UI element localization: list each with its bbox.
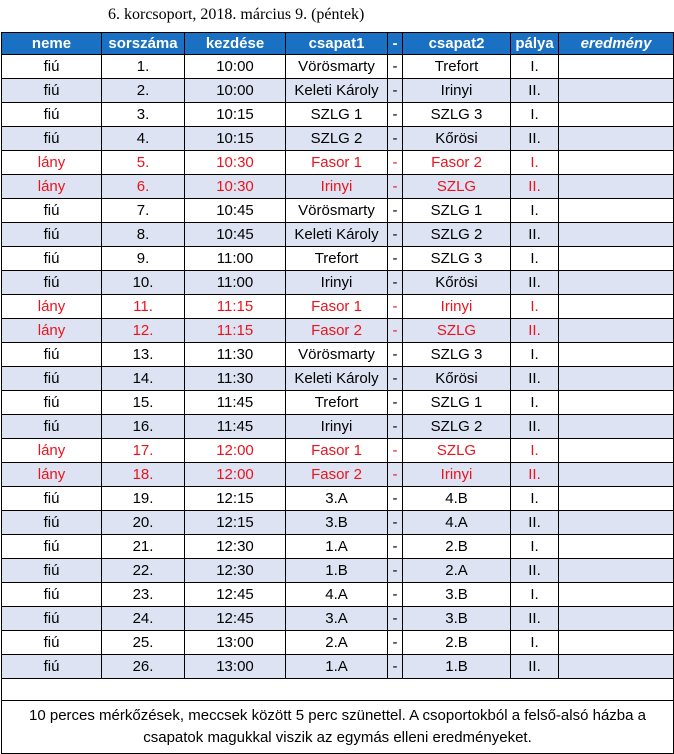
cell-sep: - [388, 463, 403, 487]
cell-sep: - [388, 79, 403, 103]
cell-eredmeny[interactable] [559, 463, 674, 487]
cell-csapat1: Trefort [286, 391, 388, 415]
cell-sep: - [388, 559, 403, 583]
cell-csapat2: 4.A [403, 511, 511, 535]
cell-csapat1: Keleti Károly [286, 223, 388, 247]
cell-csapat2: SZLG 2 [403, 415, 511, 439]
cell-neme: lány [2, 151, 102, 175]
cell-csapat1: Trefort [286, 247, 388, 271]
cell-eredmeny[interactable] [559, 295, 674, 319]
cell-eredmeny[interactable] [559, 391, 674, 415]
cell-eredmeny[interactable] [559, 55, 674, 79]
cell-sep: - [388, 607, 403, 631]
cell-csapat1: Keleti Károly [286, 367, 388, 391]
cell-csapat2: 3.B [403, 607, 511, 631]
cell-eredmeny[interactable] [559, 79, 674, 103]
cell-eredmeny[interactable] [559, 655, 674, 679]
cell-sorszam: 23. [102, 583, 185, 607]
cell-csapat2: Fasor 2 [403, 151, 511, 175]
cell-palya: II. [511, 367, 559, 391]
cell-kezdes: 10:15 [185, 127, 286, 151]
table-row [2, 511, 674, 535]
cell-sep: - [388, 439, 403, 463]
cell-sep: - [388, 55, 403, 79]
cell-sep: - [388, 175, 403, 199]
cell-csapat2: SZLG [403, 175, 511, 199]
cell-csapat2: Irinyi [403, 463, 511, 487]
cell-csapat1: Vörösmarty [286, 55, 388, 79]
cell-sorszam: 14. [102, 367, 185, 391]
cell-kezdes: 11:30 [185, 343, 286, 367]
cell-neme: fiú [2, 247, 102, 271]
cell-csapat2: SZLG [403, 439, 511, 463]
cell-kezdes: 11:15 [185, 295, 286, 319]
cell-eredmeny[interactable] [559, 247, 674, 271]
blank-cell [2, 679, 674, 701]
cell-eredmeny[interactable] [559, 103, 674, 127]
cell-csapat2: 4.B [403, 487, 511, 511]
header-separator: - [388, 33, 403, 55]
cell-eredmeny[interactable] [559, 271, 674, 295]
cell-kezdes: 11:15 [185, 319, 286, 343]
cell-neme: fiú [2, 199, 102, 223]
cell-sorszam: 24. [102, 607, 185, 631]
cell-sorszam: 1. [102, 55, 185, 79]
cell-kezdes: 11:45 [185, 415, 286, 439]
cell-eredmeny[interactable] [559, 199, 674, 223]
cell-sep: - [388, 583, 403, 607]
cell-sep: - [388, 511, 403, 535]
cell-kezdes: 12:45 [185, 607, 286, 631]
header-csapat2: csapat2 [403, 33, 511, 55]
cell-csapat2: SZLG 2 [403, 223, 511, 247]
cell-eredmeny[interactable] [559, 319, 674, 343]
cell-sep: - [388, 319, 403, 343]
cell-csapat1: SZLG 2 [286, 127, 388, 151]
cell-sep: - [388, 535, 403, 559]
cell-csapat1: 1.A [286, 535, 388, 559]
cell-sorszam: 12. [102, 319, 185, 343]
cell-sorszam: 7. [102, 199, 185, 223]
cell-palya: II. [511, 319, 559, 343]
footnote: 10 perces mérkőzések, meccsek között 5 perc szünettel. A csoportokból a felső-alsó házba a csapatok magukkal viszik az egymás elleni eredményeket. [2, 701, 674, 754]
cell-eredmeny[interactable] [559, 631, 674, 655]
cell-sorszam: 22. [102, 559, 185, 583]
cell-neme: fiú [2, 511, 102, 535]
cell-csapat1: Fasor 1 [286, 151, 388, 175]
cell-palya: I. [511, 199, 559, 223]
cell-sep: - [388, 391, 403, 415]
cell-kezdes: 11:45 [185, 391, 286, 415]
cell-kezdes: 10:30 [185, 175, 286, 199]
cell-sep: - [388, 415, 403, 439]
cell-palya: II. [511, 463, 559, 487]
cell-neme: lány [2, 319, 102, 343]
cell-csapat2: 2.A [403, 559, 511, 583]
table-row [2, 343, 674, 367]
cell-csapat1: Fasor 2 [286, 463, 388, 487]
cell-sorszam: 20. [102, 511, 185, 535]
cell-csapat2: Kőrösi [403, 127, 511, 151]
cell-kezdes: 10:30 [185, 151, 286, 175]
cell-csapat1: Vörösmarty [286, 199, 388, 223]
cell-neme: fiú [2, 271, 102, 295]
cell-palya: II. [511, 271, 559, 295]
cell-kezdes: 12:00 [185, 439, 286, 463]
cell-sorszam: 8. [102, 223, 185, 247]
cell-kezdes: 11:30 [185, 367, 286, 391]
cell-palya: I. [511, 487, 559, 511]
cell-csapat2: 1.B [403, 655, 511, 679]
cell-csapat2: SZLG 3 [403, 103, 511, 127]
cell-eredmeny[interactable] [559, 127, 674, 151]
table-row [2, 271, 674, 295]
cell-neme: fiú [2, 487, 102, 511]
cell-sep: - [388, 127, 403, 151]
header-palya: pálya [511, 33, 559, 55]
cell-kezdes: 12:30 [185, 559, 286, 583]
cell-neme: fiú [2, 655, 102, 679]
table-row [2, 487, 674, 511]
schedule-table [1, 32, 674, 754]
cell-palya: II. [511, 175, 559, 199]
table-row [2, 319, 674, 343]
header-csapat1: csapat1 [286, 33, 388, 55]
cell-csapat1: Keleti Károly [286, 79, 388, 103]
cell-sorszam: 15. [102, 391, 185, 415]
cell-csapat2: Irinyi [403, 79, 511, 103]
cell-sep: - [388, 223, 403, 247]
cell-neme: fiú [2, 535, 102, 559]
table-row [2, 199, 674, 223]
cell-neme: fiú [2, 343, 102, 367]
cell-csapat2: Kőrösi [403, 271, 511, 295]
table-row [2, 631, 674, 655]
cell-csapat1: Irinyi [286, 271, 388, 295]
cell-sorszam: 4. [102, 127, 185, 151]
cell-kezdes: 13:00 [185, 655, 286, 679]
cell-kezdes: 10:45 [185, 223, 286, 247]
cell-eredmeny[interactable] [559, 487, 674, 511]
cell-csapat2: SZLG 3 [403, 247, 511, 271]
table-row [2, 175, 674, 199]
cell-sep: - [388, 343, 403, 367]
cell-neme: lány [2, 463, 102, 487]
cell-sorszam: 11. [102, 295, 185, 319]
cell-csapat2: 2.B [403, 535, 511, 559]
cell-csapat2: 3.B [403, 583, 511, 607]
page-title: 6. korcsoport, 2018. március 9. (péntek) [108, 6, 365, 23]
cell-eredmeny[interactable] [559, 223, 674, 247]
table-row [2, 463, 674, 487]
cell-neme: fiú [2, 559, 102, 583]
note-row [2, 701, 674, 754]
table-row [2, 415, 674, 439]
cell-neme: fiú [2, 55, 102, 79]
cell-kezdes: 12:15 [185, 487, 286, 511]
table-row [2, 367, 674, 391]
cell-kezdes: 12:00 [185, 463, 286, 487]
table-row [2, 535, 674, 559]
table-row [2, 391, 674, 415]
cell-kezdes: 10:45 [185, 199, 286, 223]
cell-eredmeny[interactable] [559, 511, 674, 535]
cell-palya: II. [511, 655, 559, 679]
cell-csapat1: Fasor 1 [286, 295, 388, 319]
cell-kezdes: 12:30 [185, 535, 286, 559]
cell-palya: I. [511, 439, 559, 463]
cell-sorszam: 5. [102, 151, 185, 175]
cell-csapat2: Irinyi [403, 295, 511, 319]
cell-sep: - [388, 631, 403, 655]
cell-eredmeny[interactable] [559, 559, 674, 583]
cell-eredmeny[interactable] [559, 343, 674, 367]
cell-palya: II. [511, 127, 559, 151]
cell-palya: I. [511, 391, 559, 415]
cell-sorszam: 3. [102, 103, 185, 127]
cell-eredmeny[interactable] [559, 151, 674, 175]
cell-palya: I. [511, 343, 559, 367]
cell-kezdes: 12:15 [185, 511, 286, 535]
table-row [2, 79, 674, 103]
table-row [2, 559, 674, 583]
cell-kezdes: 11:00 [185, 271, 286, 295]
cell-sorszam: 25. [102, 631, 185, 655]
cell-eredmeny[interactable] [559, 607, 674, 631]
cell-sorszam: 19. [102, 487, 185, 511]
cell-palya: II. [511, 559, 559, 583]
cell-neme: lány [2, 175, 102, 199]
cell-kezdes: 10:00 [185, 79, 286, 103]
cell-neme: fiú [2, 127, 102, 151]
table-row [2, 127, 674, 151]
cell-csapat2: SZLG 3 [403, 343, 511, 367]
cell-csapat1: Irinyi [286, 415, 388, 439]
cell-eredmeny[interactable] [559, 367, 674, 391]
cell-sorszam: 2. [102, 79, 185, 103]
blank-row [2, 679, 674, 701]
cell-palya: II. [511, 415, 559, 439]
table-row [2, 247, 674, 271]
cell-neme: fiú [2, 367, 102, 391]
cell-palya: II. [511, 511, 559, 535]
cell-csapat1: 1.B [286, 559, 388, 583]
cell-sep: - [388, 295, 403, 319]
cell-neme: fiú [2, 391, 102, 415]
cell-sorszam: 13. [102, 343, 185, 367]
cell-neme: fiú [2, 583, 102, 607]
cell-sorszam: 16. [102, 415, 185, 439]
cell-kezdes: 13:00 [185, 631, 286, 655]
cell-csapat1: 3.B [286, 511, 388, 535]
cell-neme: fiú [2, 631, 102, 655]
cell-palya: II. [511, 607, 559, 631]
cell-csapat2: 2.B [403, 631, 511, 655]
table-row [2, 103, 674, 127]
cell-neme: fiú [2, 607, 102, 631]
table-header-row [2, 33, 674, 55]
cell-kezdes: 10:00 [185, 55, 286, 79]
cell-sorszam: 9. [102, 247, 185, 271]
table-row [2, 607, 674, 631]
cell-palya: I. [511, 103, 559, 127]
cell-palya: I. [511, 535, 559, 559]
cell-sep: - [388, 655, 403, 679]
cell-neme: lány [2, 439, 102, 463]
cell-eredmeny[interactable] [559, 535, 674, 559]
cell-csapat1: 3.A [286, 487, 388, 511]
cell-csapat2: Kőrösi [403, 367, 511, 391]
schedule-rows [2, 55, 674, 679]
cell-csapat2: SZLG [403, 319, 511, 343]
cell-sep: - [388, 103, 403, 127]
cell-csapat1: 1.A [286, 655, 388, 679]
table-row [2, 223, 674, 247]
cell-sep: - [388, 367, 403, 391]
table-row [2, 151, 674, 175]
cell-csapat2: SZLG 1 [403, 391, 511, 415]
cell-sorszam: 6. [102, 175, 185, 199]
cell-neme: fiú [2, 415, 102, 439]
cell-sorszam: 10. [102, 271, 185, 295]
cell-neme: fiú [2, 223, 102, 247]
cell-csapat2: Trefort [403, 55, 511, 79]
cell-csapat1: 2.A [286, 631, 388, 655]
cell-palya: I. [511, 295, 559, 319]
cell-kezdes: 10:15 [185, 103, 286, 127]
cell-csapat1: Irinyi [286, 175, 388, 199]
cell-sorszam: 26. [102, 655, 185, 679]
cell-eredmeny[interactable] [559, 583, 674, 607]
cell-sorszam: 17. [102, 439, 185, 463]
cell-palya: I. [511, 55, 559, 79]
cell-neme: lány [2, 295, 102, 319]
cell-sep: - [388, 151, 403, 175]
cell-csapat1: Fasor 1 [286, 439, 388, 463]
table-row [2, 655, 674, 679]
cell-sep: - [388, 247, 403, 271]
cell-eredmeny[interactable] [559, 175, 674, 199]
cell-csapat1: SZLG 1 [286, 103, 388, 127]
cell-csapat1: Fasor 2 [286, 319, 388, 343]
cell-sorszam: 18. [102, 463, 185, 487]
cell-palya: I. [511, 151, 559, 175]
header-eredmeny: eredmény [559, 33, 674, 55]
cell-csapat1: 3.A [286, 607, 388, 631]
cell-neme: fiú [2, 103, 102, 127]
table-row [2, 439, 674, 463]
cell-sep: - [388, 199, 403, 223]
cell-csapat1: 4.A [286, 583, 388, 607]
cell-palya: I. [511, 583, 559, 607]
table-row [2, 55, 674, 79]
cell-palya: I. [511, 247, 559, 271]
cell-csapat1: Vörösmarty [286, 343, 388, 367]
cell-csapat2: SZLG 1 [403, 199, 511, 223]
cell-eredmeny[interactable] [559, 415, 674, 439]
cell-sep: - [388, 487, 403, 511]
cell-palya: II. [511, 79, 559, 103]
header-sorszama: sorszáma [102, 33, 185, 55]
cell-kezdes: 12:45 [185, 583, 286, 607]
cell-sep: - [388, 271, 403, 295]
cell-palya: I. [511, 631, 559, 655]
cell-sorszam: 21. [102, 535, 185, 559]
cell-kezdes: 11:00 [185, 247, 286, 271]
header-neme: neme [2, 33, 102, 55]
table-row [2, 295, 674, 319]
table-row [2, 583, 674, 607]
header-kezdese: kezdése [185, 33, 286, 55]
cell-palya: II. [511, 223, 559, 247]
cell-eredmeny[interactable] [559, 439, 674, 463]
cell-neme: fiú [2, 79, 102, 103]
